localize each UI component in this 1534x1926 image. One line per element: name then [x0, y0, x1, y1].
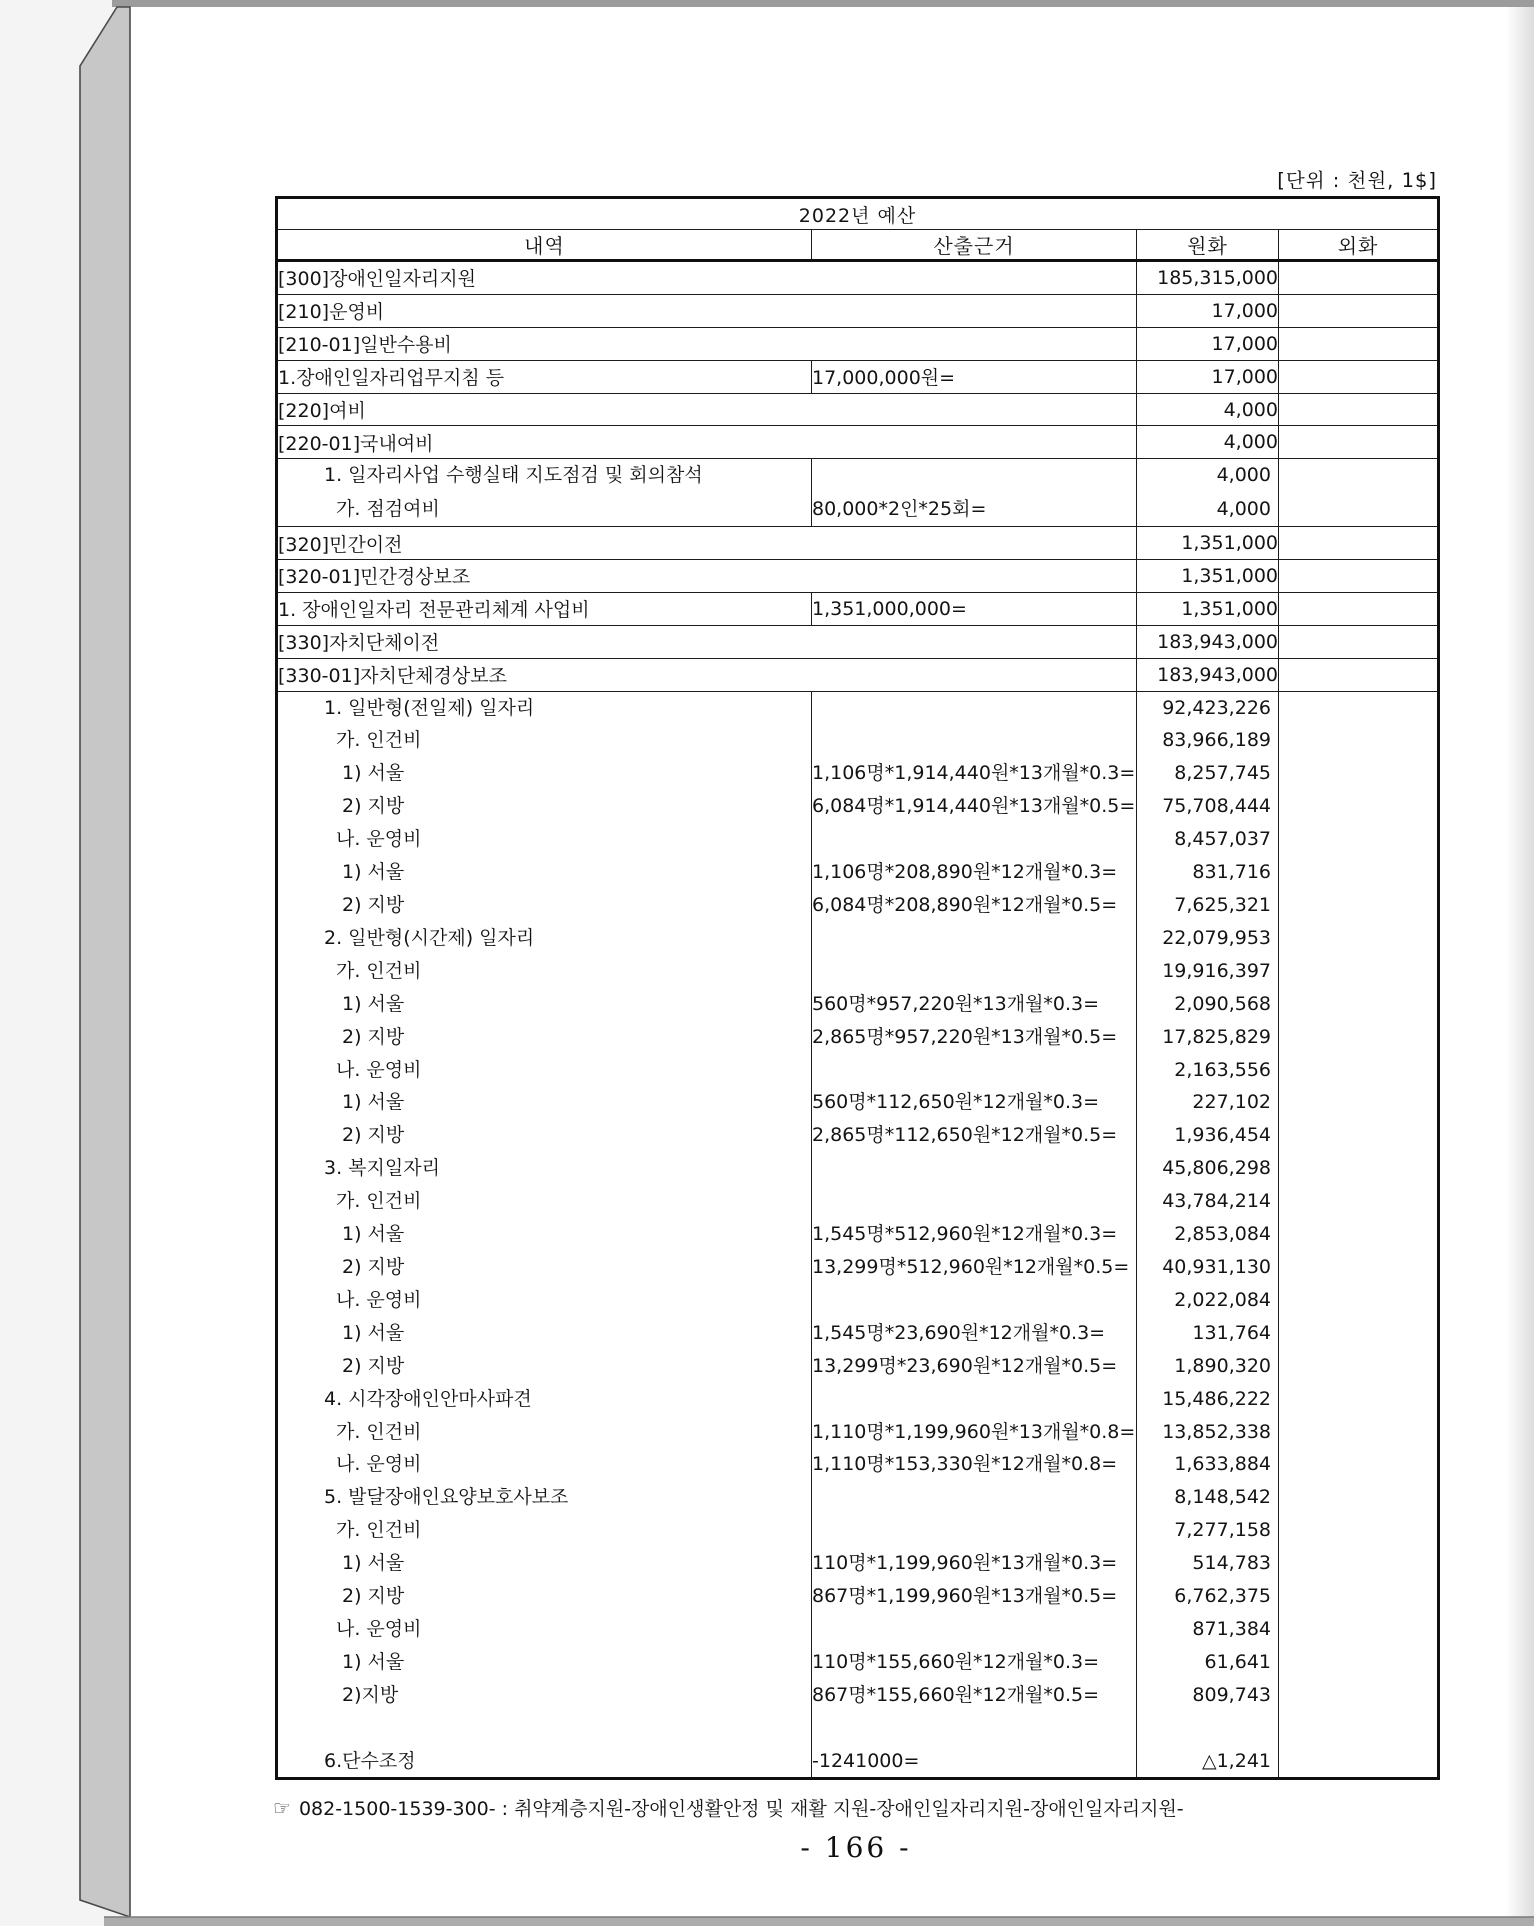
detail-line-won: 7,625,321	[1174, 894, 1271, 917]
detail-line-won: 831,716	[1192, 861, 1271, 884]
detail-line-label: 1. 일반형(전일제) 일자리	[324, 696, 535, 719]
detail-line-formula	[812, 1284, 1136, 1317]
table-row	[277, 592, 1439, 625]
won-cell: 1,351,000	[1137, 560, 1279, 593]
detail-line-label: 가. 인건비	[336, 1190, 422, 1213]
detail-line-formula	[812, 1152, 1136, 1185]
detail-line-won: 2,022,084	[1174, 1288, 1271, 1311]
detail-line-formula: 2,865명*957,220원*13개월*0.5=	[812, 1025, 1118, 1048]
detail-line-won: 514,783	[1192, 1552, 1271, 1575]
detail-line-formula: -1241000=	[812, 1749, 920, 1772]
detail-line-label: 2. 일반형(시간제) 일자리	[324, 926, 535, 949]
detail-line-label: 가. 인건비	[336, 959, 422, 982]
fx-cell	[1279, 393, 1439, 426]
detail-line-label: 1) 서울	[342, 1552, 405, 1575]
detail-line-label: 1) 서울	[342, 1321, 405, 1344]
detail-line-formula: 1,545명*512,960원*12개월*0.3=	[812, 1223, 1118, 1246]
detail-line-formula: 6,084명*208,890원*12개월*0.5=	[812, 894, 1118, 917]
detail-line-won: 19,916,397	[1162, 959, 1271, 982]
col-header-fx: 외화	[1279, 230, 1439, 261]
budget-table	[275, 196, 1440, 1780]
won-cell: 185,315,000	[1137, 261, 1279, 295]
item-label-cell	[277, 459, 812, 527]
detail-line-won: 8,148,542	[1174, 1486, 1271, 1509]
won-cell: 17,000	[1137, 360, 1279, 393]
detail-line-formula: 1,110명*153,330원*12개월*0.8=	[812, 1453, 1118, 1476]
won-amount: 4,000	[1216, 464, 1271, 487]
fx-cell	[1279, 691, 1439, 1779]
detail-line-label: 5. 발달장애인요양보호사보조	[324, 1486, 569, 1509]
pointing-hand-icon: ☞	[273, 1796, 291, 1820]
fx-cell	[1279, 560, 1439, 593]
detail-line-formula: 560명*112,650원*12개월*0.3=	[812, 1091, 1100, 1114]
detail-line-won: 1,633,884	[1174, 1453, 1271, 1476]
detail-line-formula	[812, 823, 1136, 856]
won-cell: 4,000	[1137, 393, 1279, 426]
detail-line-won: 22,079,953	[1162, 926, 1271, 949]
detail-line-won	[1137, 1712, 1278, 1745]
detail-line-formula: 13,299명*23,690원*12개월*0.5=	[812, 1354, 1118, 1377]
detail-line-formula: 867명*1,199,960원*13개월*0.5=	[812, 1585, 1118, 1608]
fx-cell	[1279, 360, 1439, 393]
won-cell: 1,351,000	[1137, 592, 1279, 625]
formula-cell: 17,000,000원=	[812, 360, 1137, 393]
won-cell	[1137, 459, 1279, 527]
detail-line-formula	[812, 1712, 1136, 1745]
detail-line-label: 나. 운영비	[336, 828, 422, 851]
detail-line-won: △1,241	[1201, 1749, 1271, 1772]
detail-line-formula: 560명*957,220원*13개월*0.3=	[812, 992, 1100, 1015]
page-number: - 166 -	[800, 1831, 912, 1864]
detail-line-label: 1) 서울	[342, 1223, 405, 1246]
detail-line-won: 131,764	[1192, 1321, 1271, 1344]
detail-block-row	[277, 691, 1439, 1779]
fx-cell	[1279, 625, 1439, 658]
detail-line-won: 6,762,375	[1174, 1585, 1271, 1608]
detail-line-won: 2,853,084	[1174, 1223, 1271, 1246]
detail-line-won: 8,457,037	[1174, 828, 1271, 851]
table-row	[277, 658, 1439, 691]
detail-line-won: 8,257,745	[1174, 762, 1271, 785]
detail-line-label: 가. 인건비	[336, 1519, 422, 1542]
detail-line-won: 61,641	[1204, 1650, 1271, 1673]
detail-line-formula	[812, 1054, 1136, 1087]
detail-line-label: 나. 운영비	[336, 1058, 422, 1081]
detail-line-formula	[812, 1481, 1136, 1514]
detail-line-won: 2,163,556	[1174, 1058, 1271, 1081]
detail-line-won: 17,825,829	[1162, 1025, 1271, 1048]
item-label: 1. 일자리사업 수행실태 지도점검 및 회의참석	[324, 464, 703, 487]
detail-line-won: 15,486,222	[1162, 1387, 1271, 1410]
table-row	[277, 327, 1439, 360]
detail-line-formula	[812, 692, 1136, 725]
detail-line-won: 40,931,130	[1162, 1255, 1271, 1278]
detail-line-label: 2) 지방	[342, 795, 405, 818]
detail-line-formula: 1,545명*23,690원*12개월*0.3=	[812, 1321, 1106, 1344]
table-row	[277, 294, 1439, 327]
detail-line-label: 나. 운영비	[336, 1617, 422, 1640]
item-label-cell: [320-01]민간경상보조	[277, 560, 1137, 593]
table-body	[277, 198, 1439, 1779]
column-header-row	[277, 230, 1439, 261]
won-amount: 4,000	[1216, 497, 1271, 520]
fx-cell	[1279, 327, 1439, 360]
fx-cell	[1279, 459, 1439, 527]
detail-line-label: 1) 서울	[342, 762, 405, 785]
won-cell: 17,000	[1137, 327, 1279, 360]
detail-line-won: 45,806,298	[1162, 1157, 1271, 1180]
fx-cell	[1279, 261, 1439, 295]
table-row	[277, 426, 1439, 459]
item-label-cell: [330-01]자치단체경상보조	[277, 658, 1137, 691]
item-label-cell: [320]민간이전	[277, 527, 1137, 560]
detail-line-label: 나. 운영비	[336, 1453, 422, 1476]
detail-line-label: 가. 인건비	[336, 1420, 422, 1443]
table-row	[277, 459, 1439, 527]
item-label-cell: [330]자치단체이전	[277, 625, 1137, 658]
col-header-won: 원화	[1137, 230, 1279, 261]
detail-line-label: 2) 지방	[342, 1354, 405, 1377]
detail-line-won: 227,102	[1192, 1091, 1271, 1114]
detail-line-label: 3. 복지일자리	[324, 1157, 440, 1180]
won-cell: 183,943,000	[1137, 658, 1279, 691]
table-row	[277, 527, 1439, 560]
table-row	[277, 560, 1439, 593]
detail-line-label: 2) 지방	[342, 1585, 405, 1608]
detail-line-formula: 1,106명*1,914,440원*13개월*0.3=	[812, 762, 1136, 785]
detail-line-won: 809,743	[1192, 1683, 1271, 1706]
detail-line-formula	[812, 724, 1136, 757]
detail-line-formula	[812, 955, 1136, 988]
detail-line-label: 2)지방	[342, 1683, 399, 1706]
item-label-cell	[277, 691, 812, 1779]
detail-line-won: 13,852,338	[1162, 1420, 1271, 1443]
table-title: 2022년 예산	[277, 198, 1439, 230]
detail-line-formula: 2,865명*112,650원*12개월*0.5=	[812, 1124, 1118, 1147]
unit-label: [단위 : 천원, 1$]	[1277, 169, 1437, 192]
won-cell: 4,000	[1137, 426, 1279, 459]
detail-line-label: 2) 지방	[342, 894, 405, 917]
detail-line-won: 43,784,214	[1162, 1190, 1271, 1213]
item-label-cell: [300]장애인일자리지원	[277, 261, 1137, 295]
detail-line-won: 92,423,226	[1162, 696, 1271, 719]
footnote	[273, 1794, 1503, 1821]
title-row	[277, 198, 1439, 230]
detail-line-label: 가. 인건비	[336, 729, 422, 752]
won-cell	[1137, 691, 1279, 1779]
detail-line-label: 1) 서울	[342, 992, 405, 1015]
won-cell: 183,943,000	[1137, 625, 1279, 658]
formula	[812, 459, 1136, 492]
detail-line-label: 1) 서울	[342, 861, 405, 884]
detail-line-formula: 6,084명*1,914,440원*13개월*0.5=	[812, 795, 1136, 818]
detail-line-won: 871,384	[1192, 1617, 1271, 1640]
detail-line-label: 나. 운영비	[336, 1288, 422, 1311]
detail-line-won: 1,890,320	[1174, 1354, 1271, 1377]
fx-cell	[1279, 527, 1439, 560]
won-cell: 17,000	[1137, 294, 1279, 327]
table-row	[277, 360, 1439, 393]
item-label-cell: [210-01]일반수용비	[277, 327, 1137, 360]
footnote-text: 082-1500-1539-300- : 취약계층지원-장애인생활안정 및 재활 지원-장애인일자리지원-장애인일자리지원-	[298, 1798, 1184, 1820]
detail-line-label: 4. 시각장애인안마사파견	[324, 1387, 532, 1410]
detail-line-won: 7,277,158	[1174, 1519, 1271, 1542]
detail-line-formula	[812, 1185, 1136, 1218]
detail-line-formula: 110명*1,199,960원*13개월*0.3=	[812, 1552, 1118, 1575]
item-label-cell: [220-01]국내여비	[277, 426, 1137, 459]
detail-line-won: 83,966,189	[1162, 729, 1271, 752]
detail-line-formula	[812, 1383, 1136, 1416]
detail-line-won: 1,936,454	[1174, 1124, 1271, 1147]
detail-line-formula: 867명*155,660원*12개월*0.5=	[812, 1683, 1100, 1706]
table-row	[277, 261, 1439, 295]
item-label-cell: 1. 장애인일자리 전문관리체계 사업비	[277, 592, 812, 625]
detail-line-label: 2) 지방	[342, 1124, 405, 1147]
detail-line-label	[278, 1712, 811, 1745]
col-header-detail: 내역	[277, 230, 812, 261]
detail-line-label: 6.단수조정	[324, 1749, 416, 1772]
item-label-cell: [220]여비	[277, 393, 1137, 426]
detail-line-formula: 110명*155,660원*12개월*0.3=	[812, 1650, 1100, 1673]
fx-cell	[1279, 426, 1439, 459]
table-row	[277, 625, 1439, 658]
detail-line-label: 1) 서울	[342, 1650, 405, 1673]
detail-line-label: 2) 지방	[342, 1255, 405, 1278]
detail-line-formula	[812, 922, 1136, 955]
detail-line-formula: 1,110명*1,199,960원*13개월*0.8=	[812, 1420, 1136, 1443]
detail-line-formula	[812, 1613, 1136, 1646]
formula-cell	[812, 459, 1137, 527]
won-cell: 1,351,000	[1137, 527, 1279, 560]
table-row	[277, 393, 1439, 426]
detail-line-formula: 1,106명*208,890원*12개월*0.3=	[812, 861, 1118, 884]
item-label: 가. 점검여비	[336, 497, 440, 520]
item-label-cell: 1.장애인일자리업무지침 등	[277, 360, 812, 393]
detail-line-formula	[812, 1514, 1136, 1547]
fx-cell	[1279, 592, 1439, 625]
detail-line-won: 75,708,444	[1162, 795, 1271, 818]
detail-line-label: 2) 지방	[342, 1025, 405, 1048]
formula-cell	[812, 691, 1137, 1779]
detail-line-formula: 13,299명*512,960원*12개월*0.5=	[812, 1255, 1130, 1278]
fx-cell	[1279, 294, 1439, 327]
formula: 80,000*2인*25회=	[812, 497, 987, 520]
item-label-cell: [210]운영비	[277, 294, 1137, 327]
detail-line-label: 1) 서울	[342, 1091, 405, 1114]
fx-cell	[1279, 658, 1439, 691]
detail-line-won: 2,090,568	[1174, 992, 1271, 1015]
col-header-basis: 산출근거	[812, 230, 1137, 261]
formula-cell: 1,351,000,000=	[812, 592, 1137, 625]
